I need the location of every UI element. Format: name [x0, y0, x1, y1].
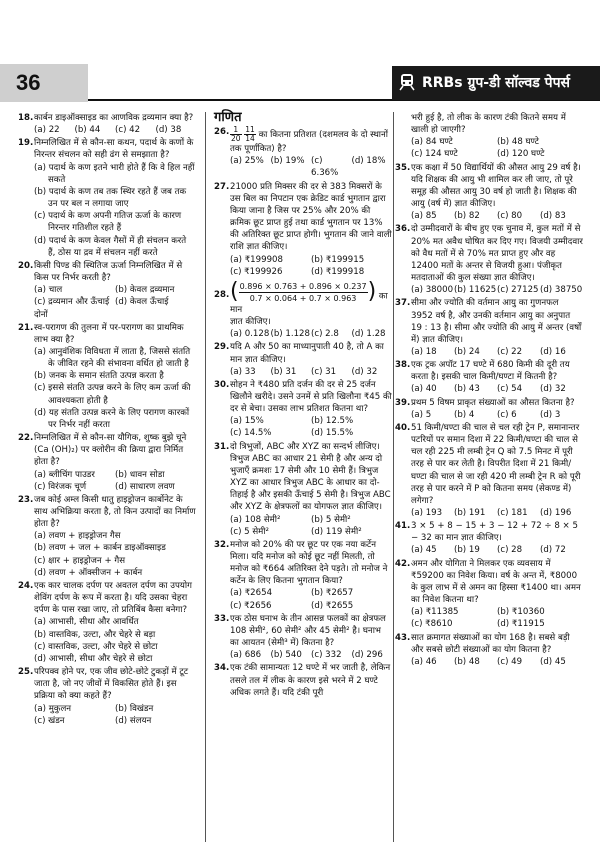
question-text: परिपक्व होने पर, एक जीव छोटे-छोटे टुकड़ों में टूट जाता है, जो नए जीवों में विकसित होते हैं। इस प्रक्रिया को क्या कहते हैं? [34, 667, 189, 702]
big-fraction: ( $\frac{0.896 \times 0.763 + 0.896 \times 0.237}{0.7 \times 0.064 + 0.7 \times 0.963}$ ) [230, 279, 377, 305]
question-text: 51 किमी/घण्टा की चाल से चल रही ट्रेन P, समानान्तर पटरियों पर समान दिशा में 22 किमी/घण्टा की चाल से चल रही 225 मी लम्बी ट्रेन Q को 7.5 मिनट में पूरी तरह से पार कर लेती है। विपरीत दिशा में 21 किमी/घण्टा की चाल से जा रही 420 मी लम्बी ट्रेन R को पूरी तरह से पार करने में P को कितना समय (सेकण्ड में) लगेगा? [411, 422, 581, 506]
question-number: 43. [395, 632, 411, 643]
option: (b) 191 [454, 508, 486, 518]
option: (a) पदार्थ के कण इतने भारी होते हैं कि वे हिल नहीं सकते [34, 162, 195, 185]
option: (c) 27125 [497, 285, 539, 296]
options [411, 346, 583, 358]
option: (a) ₹11385 [411, 607, 459, 618]
question-text: निम्नलिखित में से कौन-सा यौगिक, शुष्क बुझे चूने (Ca (OH)₂) पर क्लोरीन की क्रिया द्वारा निर्मित होता है? [34, 433, 187, 468]
question-number: 35. [395, 162, 411, 173]
option: (a) 84 घण्टे [411, 137, 453, 148]
option: (b) 11625 [454, 285, 497, 296]
question-block [18, 432, 196, 493]
fraction: $\frac{11}{14}$ [245, 125, 255, 144]
question-text: भरी हुई है, तो लीक के कारण टंकी कितने समय में खाली हो जाएगी? [411, 113, 566, 136]
options: (a) ₹2654 (b) ₹2657 (c) ₹2656 (d) ₹2655 [230, 588, 354, 611]
option: (c) द्रव्यमान और ऊँचाई दोनों [34, 297, 110, 320]
question-number: 24. [18, 580, 34, 591]
question-block [18, 260, 196, 321]
option: (d) 120 घण्टे [497, 149, 545, 160]
question-number: 20. [18, 260, 34, 271]
question-text: सीमा और ज्योति की वर्तमान आयु का गुणनफल 3952 वर्ष है, और उनकी वर्तमान आयु का अनुपात 19 : 13 है। सीमा और ज्योति की आयु में अन्तर (वर्षों में) ज्ञात कीजिए। [411, 298, 582, 345]
column-1 [18, 112, 196, 728]
question-block [395, 297, 583, 358]
option: (d) 72 [540, 545, 566, 556]
option: (c) इससे संतति उत्पन्न करने के लिए कम ऊर्जा की आवश्यकता होती है [34, 383, 191, 406]
option: (d) 38 [155, 125, 182, 136]
option: (d) आभासी, सीधा और चेहरे से छोटा [34, 653, 153, 664]
column-divider [393, 112, 394, 842]
question-block [18, 580, 196, 665]
question-30: 30. सोहन ने ₹480 प्रति दर्जन की दर से 25 दर्जन खिलौने खरीदे। उसने उनमें से प्रति खिलौना ₹45 की दर से बेचा। उसका लाभ प्रतिशत कितना था? (a) 15% (b) 12.5% (c) 14.5% (d) 15.5% [214, 379, 392, 439]
question-text: किसी पिण्ड की स्थितिज ऊर्जा निम्नलिखित में से किस पर निर्भर करती है? [34, 260, 183, 284]
option: (c) 124 घण्टे [411, 149, 458, 160]
option: (c) 6 [497, 409, 517, 420]
option: (a) 45 [411, 545, 437, 556]
question-number: 21. [18, 322, 34, 333]
question-block [395, 359, 583, 395]
option: (d) यह संतति उत्पन्न करने के लिए परागण कारकों पर निर्भर नहीं करता [34, 407, 190, 430]
question-28: 28. ( $\frac{0.896 \times 0.763 + 0.896 \times 0.237}{0.7 \times 0.064 + 0.7 \times 0.963}$ ) का मान ज्ञात कीजिए। (a) 0.128 (b) 1.128 (c) 2.8 (d) 1.28 [214, 281, 392, 340]
option: (b) 24 [454, 346, 480, 357]
question-text: कार्बन डाइऑक्साइड का आणविक द्रव्यमान क्या है? [34, 113, 194, 123]
option: (a) चाल [34, 285, 63, 296]
page-number-box [0, 64, 88, 102]
option: (d) केवल ऊँचाई [115, 297, 169, 308]
options [34, 616, 196, 665]
option: (b) विखंडन [115, 703, 154, 714]
options [411, 136, 583, 160]
question-text: निम्नलिखित में से कौन-सा कथन, पदार्थ के कणों के निरन्तर संचलन को सही ढंग से समझाता है? [34, 138, 194, 161]
option: (c) 28 [497, 545, 523, 556]
option: (d) 3 [540, 409, 561, 420]
question-block [395, 520, 583, 556]
options: (a) 0.128 (b) 1.128 (c) 2.8 (d) 1.28 [230, 329, 386, 340]
option: (b) वास्तविक, उल्टा, और चेहरे से बड़ा [34, 629, 156, 640]
option: (b) केवल द्रव्यमान [115, 285, 175, 296]
options [411, 544, 583, 556]
option: (b) ₹10360 [497, 607, 545, 618]
option: (c) 181 [497, 508, 528, 518]
question-number: 38. [395, 360, 411, 371]
question-text: जब कोई अम्ल किसी धातु हाइड्रोजन कार्बोनेट के साथ अभिक्रिया करता है, तो किन उत्पादों का निर्माण होता है? [34, 494, 196, 530]
question-number: 41. [395, 521, 411, 532]
question-number: 40. [395, 422, 411, 433]
option: (c) पदार्थ के कण अपनी गतिज ऊर्जा के कारण निरन्तर गतिशील रहते हैं [34, 211, 182, 234]
option: (a) 22 [34, 125, 60, 136]
option: (b) लवण + जल + कार्बन डाइऑक्साइड [34, 543, 166, 554]
option: (a) आनुवंशिक विविधता में लाता है, जिससे संतति के जीवित रहने की संभावना वर्धित हो जाती है [34, 346, 191, 370]
option: (b) पदार्थ के कण तब तक स्थिर रहते हैं जब तक उन पर बल न लगाया जाए [34, 186, 187, 210]
option: (a) 18 [411, 346, 437, 357]
option: (b) 48 घण्टे [497, 137, 539, 148]
question-block [395, 422, 583, 519]
question-number: 39. [395, 397, 411, 408]
question-text: एक कक्षा में 50 विद्यार्थियों की औसत आयु 29 वर्ष है। यदि शिक्षक की आयु भी शामिल कर ली जाए, तो पूरे समूह की औसत आयु 30 वर्ष हो जाती है। शिक्षक की आयु (वर्ष में) ज्ञात कीजिए। [411, 162, 581, 210]
question-block [395, 558, 583, 631]
option: (c) विरंजक चूर्ण [34, 481, 87, 492]
option: (c) खंडन [34, 715, 65, 726]
option: (a) आभासी, सीधा और आवर्धित [34, 617, 139, 628]
question-block [395, 112, 583, 161]
header-title-box [392, 66, 600, 100]
question-33: 33. एक ठोस घनाभ के तीन आसन्न फलकों का क्षेत्रफल 108 सेमी², 60 सेमी² और 45 सेमी² है। घनाभ का आयतन (सेमी³ में) कितना है? (a) 686 (b) 540 (c) 332 (d) 296 [214, 613, 392, 662]
question-32: 32. मनोज को 20% की पर छूट पर एक नया कर्टेन मिला। यदि मनोज को कोई छूट नहीं मिलती, तो मनोज को ₹664 अतिरिक्त देने पड़ते। तो मनोज ने कर्टेन के लिए कितना भुगतान किया? (a) ₹2654 (b) ₹2657 (c) ₹2656 (d) ₹2655 [214, 539, 392, 612]
question-block [18, 666, 196, 727]
option: (d) 83 [540, 211, 566, 222]
options: (a) 686 (b) 540 (c) 332 (d) 296 [230, 650, 383, 661]
option: (b) जनक के समान संतति उत्पन्न करता है [34, 371, 164, 382]
question-text: स्व-परागण की तुलना में पर-परागण का प्राथमिक लाभ क्या है? [34, 322, 184, 345]
question-text: दो उम्मीदवारों के बीच हुए एक चुनाव में, कुल मतों में से 20% मत अवैध घोषित कर दिए गए। विजयी उम्मीदवार को वैध मतों में से 70% मत प्राप्त हुए और वह 12400 मतों के अन्तर से विजयी हुआ। पंजीकृत मतदाताओं की कुल संख्या ज्ञात कीजिए। [411, 224, 583, 284]
option: (b) 48 [454, 656, 480, 667]
question-block [18, 322, 196, 431]
options: (a) 108 सेमी² (b) 5 सेमी² (c) 5 सेमी² (d) 119 सेमी² [230, 514, 362, 537]
option: (c) क्षार + हाइड्रोजन + गैस [34, 555, 126, 566]
option: (d) ₹11915 [497, 619, 545, 630]
section-heading: गणित [214, 110, 242, 125]
question-block [18, 494, 196, 579]
fraction: $\frac{1}{20}$ [231, 125, 241, 144]
option: (b) धावन सोडा [115, 469, 165, 480]
options [411, 606, 583, 630]
column-divider [205, 112, 206, 842]
option: (d) पदार्थ के कण केवल गैसों में ही संचलन करते हैं, ठोस या द्रव में संचलन नहीं करते [34, 235, 187, 258]
option: (d) 45 [540, 656, 566, 667]
options: (a) 25% (b) 19% (c) 6.36% (d) 18% [230, 156, 386, 179]
option: (b) 19 [454, 545, 480, 556]
question-text: एक ट्रक अपॉट 17 घण्टे में 680 किमी की दूरी तय करता है। इसकी चाल किमी/घण्टा में कितनी है? [411, 360, 570, 383]
options [34, 162, 196, 259]
option: (c) 49 [497, 656, 523, 667]
question-31: 31. दो त्रिभुजों, ABC और XYZ का सन्दर्भ लीजिए। त्रिभुज ABC का आधार 21 सेमी है और अन्य दो भुजाएँ क्रमशः 17 सेमी और 10 सेमी हैं। त्रिभुज XYZ का आधार त्रिभुज ABC के आधार का दो-तिहाई है और इसकी ऊँचाई 5 सेमी है। त्रिभुज ABC और XYZ के क्षेत्रफलों का योगफल ज्ञात कीजिए। (a) 108 सेमी² (b) 5 सेमी² (c) 5 सेमी² (d) 119 सेमी² [214, 441, 391, 537]
question-29: 29. यदि A और 50 का माध्यानुपाती 40 है, तो A का मान ज्ञात कीजिए। (a) 33 (b) 31 (c) 31 (d) 32 [214, 341, 392, 377]
option: (b) 43 [454, 384, 480, 395]
train-icon [398, 73, 416, 91]
question-block [395, 397, 583, 421]
question-34: 34. एक टंकी सामान्यतः 12 घण्टे में भर जाती है, लेकिन तसले तल में लीक के कारण इसे भरने में 2 घण्टे अधिक लगते हैं। यदि टंकी पूरी [214, 663, 391, 698]
option: (a) 38000 [411, 285, 454, 296]
option: (a) 5 [411, 409, 432, 420]
options [411, 507, 583, 519]
options [34, 530, 196, 579]
options [411, 383, 583, 395]
option: (d) लवण + ऑक्सीजन + कार्बन [34, 567, 143, 578]
page-header [0, 0, 600, 95]
question-number: 36. [395, 224, 411, 235]
option: (a) 193 [411, 508, 443, 518]
question-number: 37. [395, 298, 411, 309]
column-3 [395, 112, 583, 669]
options: (a) 33 (b) 31 (c) 31 (d) 32 [230, 366, 378, 377]
option: (d) 16 [540, 346, 566, 357]
option: (c) वास्तविक, उल्टा, और चेहरे से छोटा [34, 641, 158, 652]
question-text: प्रथम 5 विषम प्राकृत संख्याओं का औसत कितना है? [411, 397, 575, 408]
option: (c) 22 [497, 346, 523, 357]
option: (a) 46 [411, 656, 437, 667]
column-2 [214, 112, 392, 700]
page-number: 36 [16, 70, 41, 95]
question-text: 3 × 5 + 8 − 15 + 3 − 12 + 72 ÷ 8 × 5 − 32 का मान ज्ञात कीजिए। [411, 521, 578, 544]
option: (b) 4 [454, 409, 475, 420]
question-number: 22. [18, 433, 34, 444]
option: (d) 196 [540, 508, 572, 518]
options [34, 703, 196, 727]
question-number: 18. [18, 113, 34, 123]
question-text: अमन और योगिता ने मिलकर एक व्यवसाय में ₹59200 का निवेश किया। वर्ष के अन्त में, ₹8000 के कुल लाभ में से अमन का हिस्सा ₹1400 था। अमन का निवेश कितना था? [411, 558, 581, 606]
option: (b) 82 [454, 211, 480, 222]
option: (c) 42 [115, 125, 141, 136]
options [34, 469, 196, 493]
question-number: 23. [18, 494, 34, 505]
option: (d) संलयन [115, 715, 152, 726]
question-number: 19. [18, 138, 34, 149]
question-number: 42. [395, 558, 411, 569]
option: (a) मुकुलन [34, 703, 72, 714]
question-block [18, 137, 196, 259]
option: (a) 40 [411, 384, 437, 395]
options: (a) ₹199908 (b) ₹199915 (c) ₹199926 (d) ₹199918 [230, 254, 365, 277]
question-block [395, 632, 583, 668]
options [411, 656, 583, 668]
option: (c) ₹8610 [411, 619, 453, 630]
options [411, 210, 583, 222]
question-text: सात क्रमागत संख्याओं का योग 168 है। सबसे बड़ी और सबसे छोटी संख्याओं का योग कितना है? [411, 632, 570, 655]
options: (a) 15% (b) 12.5% (c) 14.5% (d) 15.5% [230, 416, 354, 439]
book-title: RRBs ग्रुप-डी सॉल्वड पेपर्स [422, 75, 571, 91]
option: (b) 44 [74, 125, 101, 136]
option: (c) 54 [497, 384, 523, 395]
option: (d) साधारण लवण [115, 481, 175, 492]
question-block [18, 112, 196, 136]
option: (a) 85 [411, 211, 437, 222]
option: (a) ब्लीचिंग पाउडर [34, 469, 95, 480]
question-text: एक कार चालक दर्पण पर अवतल दर्पण का उपयोग शेविंग दर्पण के रूप में करता है। यदि उसका चेहरा दर्पण के पास रखा जाए, तो प्रतिबिंब कैसा बनेगा? [34, 580, 192, 616]
options [411, 409, 583, 421]
option: (c) 80 [497, 211, 523, 222]
option: (d) 32 [540, 384, 566, 395]
options [34, 124, 196, 136]
option: (d) 38750 [540, 285, 583, 296]
question-number: 25. [18, 667, 34, 678]
options [34, 346, 196, 431]
option: (a) लवण + हाइड्रोजन गैस [34, 531, 121, 542]
question-block [395, 162, 583, 223]
question-27: 27. 21000 प्रति मिक्सर की दर से 383 मिक्सरों के उस बिल का निपटान एक क्रेडिट कार्ड भुगतान द्वारा किया जाना है जिस पर 25% और 20% की क्रमिक छूट प्राप्त हुई तथा कार्ड भुगतान पर 13% की अतिरिक्त छूट प्राप्त होगी। भुगतान की जाने वाली राशि ज्ञात कीजिए। (a) ₹199908 (b) ₹199915 (c) ₹199926 (d) ₹199918 [214, 181, 392, 277]
options [34, 284, 196, 320]
options [411, 284, 583, 296]
question-26: 26. $\frac{1}{20}$ $\frac{11}{14}$ का कितना प्रतिशत (दशमलव के दो स्थानों तक पूर्णांकित) है? (a) 25% (b) 19% (c) 6.36% (d) 18% [214, 126, 392, 179]
question-block [395, 223, 583, 296]
